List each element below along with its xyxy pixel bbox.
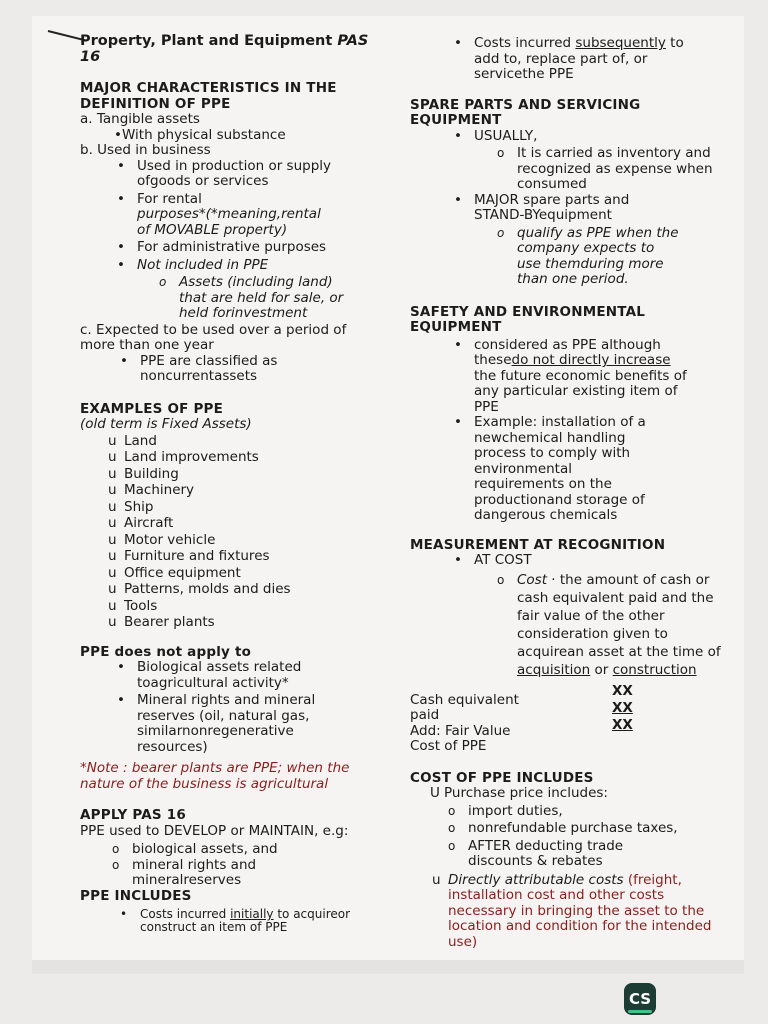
example-item: u Furniture and fixtures [124, 549, 380, 565]
example-item: u Machinery [124, 483, 380, 499]
list-item: o biological assets, and [132, 842, 380, 858]
list-item: o import duties, [468, 804, 735, 820]
item-a: a. Tangible assets [80, 111, 200, 127]
calc-cost-of-ppe: Cost of PPE [410, 738, 487, 754]
list-item: • Mineral rights and mineral reserves (oil, natural gas, similarnonregenerative resources) [137, 693, 347, 755]
examples-subheading: (old term is Fixed Assets) [80, 416, 252, 432]
not-included-sub: o Assets (including land) that are held for sale, or held forinvestment [179, 275, 364, 322]
example-item: u Tools [124, 599, 380, 615]
item-b: b. Used in business [80, 142, 211, 158]
item-a-sub: • With physical substance [114, 126, 286, 143]
left-column [80, 34, 380, 934]
calc-value-3: XX [612, 717, 633, 733]
right-column [410, 34, 735, 950]
examples-heading: EXAMPLES OF PPE [80, 400, 224, 417]
example-item: u Ship [124, 500, 380, 516]
list-item: • For administrative purposes [137, 240, 380, 256]
page-title: Property, Plant and Equipment PAS 16 [80, 33, 369, 65]
list-item: • considered as PPE although thesedo not directly increase the future economic benefits of any particular existing item of PPE [474, 338, 696, 416]
cost-definition: o Cost · the amount of cash or cash equivalent paid and the fair value of the other consideration given to acquirean asset at the time of acquisition or construction [517, 571, 729, 679]
apply-heading: APPLY PAS 16 [80, 807, 186, 823]
item-c: c. Expected to be used over a period of more than one year [80, 321, 347, 353]
example-item: u Building [124, 467, 380, 483]
major-characteristics-heading: MAJOR CHARACTERISTICS IN THE DEFINITION OF PPE [80, 80, 337, 112]
list-item: o mineral rights and mineralreserves [132, 858, 282, 889]
subsequent-costs-item: • Costs incurred subsequently to add to, replace part of, or servicethe PPE [474, 36, 689, 83]
apply-text: PPE used to DEVELOP or MAINTAIN, e.g: [80, 822, 349, 839]
safety-heading: SAFETY AND ENVIRONMENTAL EQUIPMENT [410, 303, 646, 335]
list-item: • Used in production or supply ofgoods or services [137, 159, 347, 190]
example-item: u Motor vehicle [124, 533, 380, 549]
calc-fair-value: Add: Fair Value [410, 722, 511, 739]
calc-value-2: XX [612, 700, 633, 716]
item-c-sub: • PPE are classified as noncurrentassets [140, 354, 310, 385]
includes-heading: PPE INCLUDES [80, 887, 192, 904]
rental-note: purposes*(*meaning,rental of MOVABLE property) [137, 206, 321, 238]
example-item: u Office equipment [124, 566, 380, 582]
bearer-plants-note: *Note : bearer plants are PPE; when the nature of the business is agricultural [80, 760, 350, 792]
page-shadow [32, 960, 744, 974]
cost-includes-heading: COST OF PPE INCLUDES [410, 769, 594, 786]
major-spare-sub: o qualify as PPE when the company expects to use themduring more than one period. [517, 226, 682, 288]
list-item: • MAJOR spare parts and STAND-BYequipment [474, 193, 674, 224]
list-item: • Not included in PPE [137, 258, 380, 274]
calc-value-1: XX [612, 683, 633, 699]
directly-attributable-costs: u Directly attributable costs (freight, installation cost and other costs necessary in bringing the asset to the location and condition for the intended use) [448, 873, 733, 951]
measurement-heading: MEASUREMENT AT RECOGNITION [410, 536, 666, 553]
examples-list [116, 434, 380, 631]
list-item: o AFTER deducting trade discounts & rebates [468, 839, 668, 870]
list-item: • Example: installation of a newchemical handling process to comply with environmental requirements on the productionand storage of dangerous chemicals [474, 415, 664, 524]
list-item: o nonrefundable purchase taxes, [468, 821, 735, 837]
example-item: u Land [124, 434, 380, 450]
usually-sub: o It is carried as inventory and recognized as expense when consumed [517, 146, 727, 193]
list-item: • AT COST [474, 553, 735, 569]
list-item: • Biological assets related toagricultural activity* [137, 660, 337, 691]
calc-cash-equivalent: Cash equivalent paid [410, 691, 519, 723]
item-b-list [137, 159, 380, 322]
example-item: u Bearer plants [124, 615, 380, 631]
example-item: u Patterns, molds and dies [124, 582, 380, 598]
spare-parts-heading: SPARE PARTS AND SERVICING EQUIPMENT [410, 96, 641, 128]
not-apply-heading: PPE does not apply to [80, 643, 252, 660]
list-item: • USUALLY, [474, 129, 735, 145]
purchase-price: U Purchase price includes: [444, 786, 735, 802]
example-item: u Land improvements [124, 450, 380, 466]
camscanner-logo-icon: CS [624, 983, 656, 1015]
example-item: u Aircraft [124, 516, 380, 532]
includes-item: • Costs incurred initially to acquireor construct an item of PPE [140, 908, 355, 934]
list-item: • For rental [137, 192, 380, 208]
